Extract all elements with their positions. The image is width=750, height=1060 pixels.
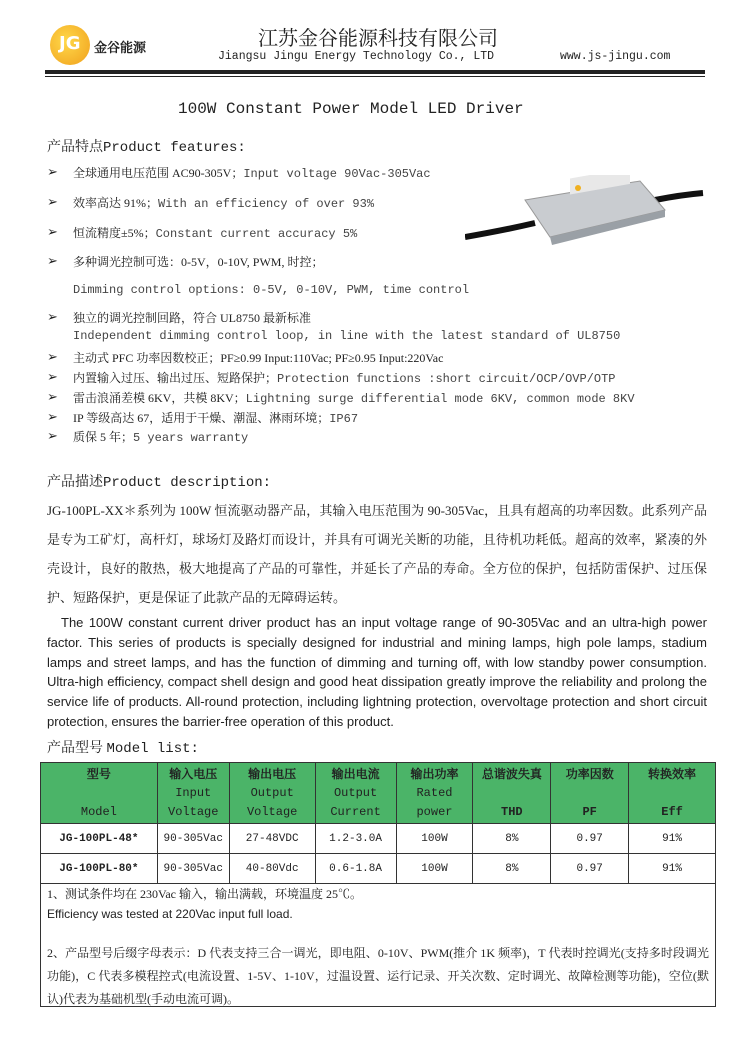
note-1-cn: 1、测试条件均在 230Vac 输入，输出满载，环境温度 25℃。 [47,887,362,901]
company-name-en: Jiangsu Jingu Energy Technology Co., LTD [218,50,495,63]
header-en2: PF [582,804,597,819]
feature-en: Lightning surge differential mode 6KV, common mode 8KV [245,392,635,406]
header-en2: power [416,804,453,819]
table-cell: JG-100PL-48* [41,824,158,854]
heading-en: Product description: [103,475,272,491]
table-notes [40,880,716,1007]
feature-cn: 内置输入过压、输出过压、短路保护； [73,371,278,385]
company-name-cn: 江苏金谷能源科技有限公司 [258,28,498,50]
column-header [551,763,629,824]
note-2: 2、产品型号后缀字母表示：D 代表支持三合一调光，即电阻、0-10V、PWM(推介 1K 频率)，T 代表时控调光(支持多时段调光功能)，C 代表多模程控式(电流设置、1-5V、1-10V，过温设置、运行记录、开关次数、定时调光、故障检测等功能)，空位(默认)代表为基础机型(手动电流可调)。 [47,946,709,1006]
feature-item [73,194,374,211]
header-en1 [551,784,628,803]
feature-en: IP67 [329,412,359,426]
feature-en: Protection functions :short circuit/OCP/OVP/OTP [277,372,616,386]
company-logo [50,25,90,65]
product-photo [465,175,705,255]
header-cn: 输入电压 [169,766,218,781]
header-cn: 输出电压 [248,766,297,781]
table-cell: 27-48VDC [229,824,315,854]
header-cn: 转换效率 [648,766,697,781]
document-title: 100W Constant Power Model LED Driver [178,100,524,118]
heading-cn: 产品特点 [47,140,103,155]
feature-en: With an efficiency of over 93% [158,197,375,211]
feature-item [73,369,615,386]
header-en1: Output [333,785,378,800]
arrow-bullet-icon: ➢ [47,253,58,268]
header-cn: 型号 [86,766,111,781]
column-header [157,763,229,824]
column-header [41,763,158,824]
website[interactable]: www.js-jingu.com [560,50,671,63]
feature-cn: IP 等级高达 67，适用于干燥、潮湿、淋雨环境； [73,411,330,425]
header-cn: 输出功率 [410,766,459,781]
arrow-bullet-icon: ➢ [47,369,58,384]
header-en1 [629,784,715,803]
header-en2: Voltage [168,804,219,819]
logo-mark: JG [59,33,81,54]
arrow-bullet-icon: ➢ [47,309,58,324]
table-header-row [41,763,716,824]
feature-item [73,428,248,445]
table-cell: 100W [396,824,473,854]
feature-cn: 质保 5 年； [73,430,134,444]
heading-cn: 产品描述 [47,475,103,490]
table-cell: 1.2-3.0A [315,824,396,854]
header-en2: Eff [661,804,683,819]
table-row [41,854,716,884]
header-en1 [473,784,550,803]
column-header [396,763,473,824]
header-cn: 输出电流 [331,766,380,781]
column-header [229,763,315,824]
feature-en: Dimming control options: 0-5V, 0-10V, PWM, time control [73,283,470,297]
column-header [315,763,396,824]
table-cell: JG-100PL-80* [41,854,158,884]
feature-item [73,164,431,181]
feature-cn: 主动式 PFC 功率因数校正；PF≥0.99 Input:110Vac; PF≥0.95 Input:220Vac [73,351,444,365]
feature-en: 5 years warranty [133,431,249,445]
column-header [473,763,551,824]
feature-item [73,309,621,343]
arrow-bullet-icon: ➢ [47,164,58,179]
heading-en: Model list: [106,741,199,757]
arrow-bullet-icon: ➢ [47,194,58,209]
heading-cn: 产品型号 [47,741,103,756]
feature-cn: 全球通用电压范围 AC90-305V； [73,166,244,180]
header-cn: 功率因数 [565,766,614,781]
feature-item [73,253,470,297]
feature-cn: 效率高达 91%； [73,196,158,210]
description-heading [47,471,271,491]
header-en1: Input [175,785,212,800]
table-cell: 100W [396,854,473,884]
table-cell: 0.97 [551,854,629,884]
header-en1: Rated [416,785,453,800]
feature-cn: 恒流精度±5%； [73,226,156,240]
note-1-en: Efficiency was tested at 220Vac input full load. [47,907,293,921]
table-cell: 0.6-1.8A [315,854,396,884]
arrow-bullet-icon: ➢ [47,224,58,239]
heading-en: Product features: [103,140,246,156]
header-en1: Output [250,785,294,800]
description-en: The 100W constant current driver product has an input voltage range of 90-305Vac and an ultra-high power factor. This series of products is specially designed for industrial and mining lamps, high pole lamps, stadium lamps and street lamps, and has the function of dimming and turning off, with low standby power consumption. Ultra-high efficiency, compact shell design and good heat dissipation greatly improve the reliability and prolong the service life of products. All-round protection, including lightning protection, overvoltage protection and short circuit protection, ensures the barrier-free operation of this product. [47,615,707,729]
arrow-bullet-icon: ➢ [47,428,58,443]
table-cell: 8% [473,854,551,884]
description-cn: JG-100PL-XX＊系列为 100W 恒流驱动器产品，其输入电压范围为 90-305Vac，且具有超高的功率因数。此系列产品是专为工矿灯，高杆灯，球场灯及路灯而设计，并具有可调光关断的功能，且待机功耗低。超高的效率，紧凑的外壳设计，良好的散热，极大地提高了产品的可靠性，并延长了产品的寿命。全方位的保护，包括防雷保护、过压保护、短路保护，更是保证了此款产品的无障碍运转。 [47,503,707,605]
column-header [629,763,716,824]
table-row [41,824,716,854]
table-cell: 8% [473,824,551,854]
feature-en: Constant current accuracy 5% [155,227,358,241]
table-cell: 90-305Vac [157,824,229,854]
feature-cn: 独立的调光控制回路，符合 UL8750 最新标准 [73,311,311,325]
feature-cn: 雷击浪涌差模 6KV，共模 8KV； [73,391,246,405]
table-cell: 40-80Vdc [229,854,315,884]
header-rule [45,70,705,74]
feature-en: Input voltage 90Vac-305Vac [243,167,431,181]
arrow-bullet-icon: ➢ [47,389,58,404]
header-rule-thin [45,76,705,77]
header-cn: 总谐波失真 [481,766,542,781]
model-table [40,762,716,884]
table-cell: 91% [629,854,716,884]
feature-item [73,409,358,426]
arrow-bullet-icon: ➢ [47,409,58,424]
features-heading [47,136,246,156]
feature-item [73,389,635,406]
header-en2: Current [330,804,381,819]
feature-item [73,224,357,241]
table-cell: 90-305Vac [157,854,229,884]
feature-cn: 多种调光控制可选：0-5V，0-10V, PWM, 时控； [73,255,324,269]
logo-text: 金谷能源 [94,40,147,55]
header-en2: THD [501,804,523,819]
header-en2: Voltage [246,804,298,819]
header-en1 [41,784,157,803]
arrow-bullet-icon: ➢ [47,349,58,364]
table-cell: 91% [629,824,716,854]
feature-en: Independent dimming control loop, in line with the latest standard of UL8750 [73,329,621,343]
feature-item [73,349,443,366]
model-list-heading [47,737,199,757]
header-en2: Model [80,804,117,819]
table-cell: 0.97 [551,824,629,854]
